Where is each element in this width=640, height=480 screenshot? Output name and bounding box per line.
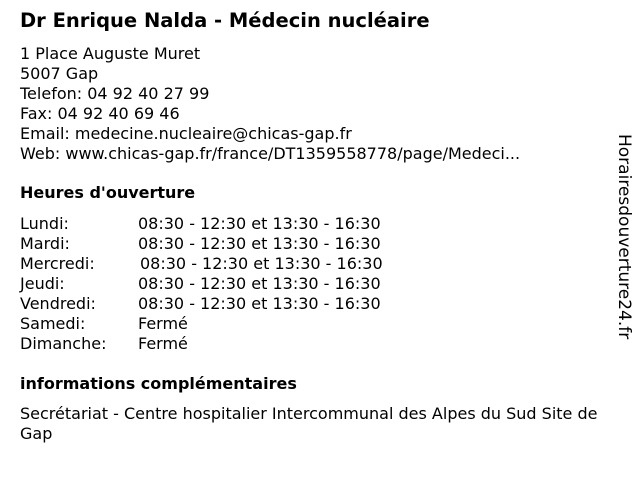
day-label: Dimanche:	[20, 334, 107, 353]
day-label: Mercredi:	[20, 254, 95, 273]
time-range: 08:30 - 12:30 et 13:30 - 16:30	[138, 214, 381, 233]
time-range: 08:30 - 12:30 et 13:30 - 16:30	[138, 234, 381, 253]
hours-heading: Heures d'ouverture	[20, 183, 196, 202]
address-city: 5007 Gap	[20, 64, 99, 83]
site-watermark	[612, 134, 636, 344]
email-address: Email: medecine.nucleaire@chicas-gap.fr	[20, 124, 352, 143]
page-title: Dr Enrique Nalda - Médecin nucléaire	[20, 9, 430, 32]
watermark-text: Horairesdouverture24.fr	[614, 134, 634, 340]
contact-block	[20, 44, 520, 164]
info-text: Secrétariat - Centre hospitalier Intercommunal des Alpes du Sud Site de Gap	[20, 404, 598, 443]
day-label: Vendredi:	[20, 294, 96, 313]
day-label: Lundi:	[20, 214, 69, 233]
address-street: 1 Place Auguste Muret	[20, 44, 201, 63]
info-heading: informations complémentaires	[20, 374, 297, 393]
fax-number: Fax: 04 92 40 69 46	[20, 104, 180, 123]
website-link: Web: www.chicas-gap.fr/france/DT1359558778/page/Medeci...	[20, 144, 521, 163]
day-label: Samedi:	[20, 314, 86, 333]
time-range: 08:30 - 12:30 et 13:30 - 16:30	[138, 294, 381, 313]
time-range: Fermé	[138, 334, 188, 353]
day-label: Mardi:	[20, 234, 70, 253]
time-range: 08:30 - 12:30 et 13:30 - 16:30	[140, 254, 383, 273]
time-range: 08:30 - 12:30 et 13:30 - 16:30	[138, 274, 381, 293]
time-range: Fermé	[138, 314, 188, 333]
phone-number: Telefon: 04 92 40 27 99	[20, 84, 210, 103]
day-label: Jeudi:	[20, 274, 65, 293]
